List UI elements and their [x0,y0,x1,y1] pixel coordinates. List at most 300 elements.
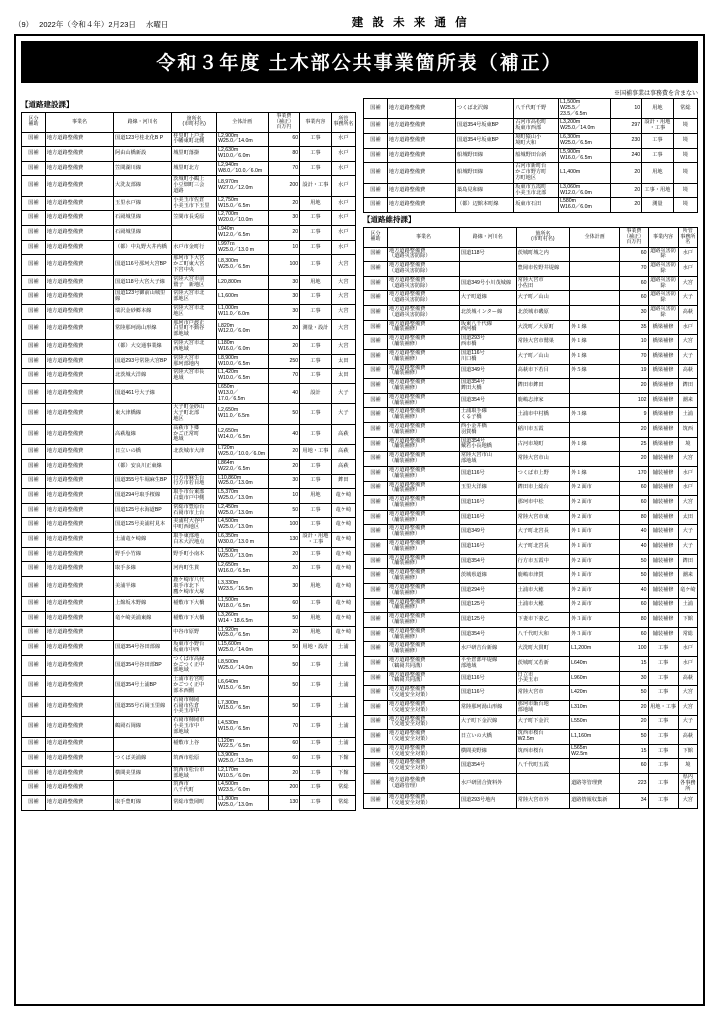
table-cell: 鉾田市上総台 [516,481,569,496]
table-cell: 国補 [364,569,388,584]
table-cell: 北茨城市大津 [172,445,217,460]
col-header-location: 箇所名 (市町村名) [516,228,569,248]
table-cell: L2,450m W25.0／13.0m [217,503,269,518]
table-cell: 鶴岡石岡線 [114,717,172,737]
table-cell: 国補 [364,364,388,379]
table-cell: L565m W2.5m [570,744,620,759]
table-row [22,717,356,737]
table-cell: 笠間市長兎原 [172,211,217,226]
table-cell: 国補 [22,290,46,305]
table-cell: 国補 [22,547,46,562]
table-cell: 国補 [22,445,46,460]
table-cell: 国補 [364,613,388,628]
table-cell: 地方道路整備費 [45,383,113,403]
table-cell: 国補 [364,583,388,598]
table-cell: 工事 [300,547,332,562]
table-cell: 30 [268,290,300,305]
col-header-total-plan: 全体計画 [217,113,269,133]
table-cell: 竜ケ崎 [331,489,355,504]
table-row [364,364,698,379]
table-cell: 20 [268,766,300,781]
table-cell: 筑西市 八千代町 [172,781,217,796]
table-cell: 40 [620,540,648,555]
table-row [22,547,356,562]
table-cell: 地方道路整備費 [45,796,113,811]
table-cell: 80 [268,147,300,162]
table-row [22,275,356,290]
table-cell [570,291,620,306]
table-row [22,459,356,474]
table-cell: 道路災害防除 [648,306,678,321]
table-cell: 地方道路整備費 [45,445,113,460]
table-cell: 常陸大宮市 小佐田 [516,276,569,291]
table-cell: L5,900m W16.0／6.5m [559,148,611,163]
table-row [22,319,356,339]
table-row [22,424,356,444]
table-cell: 国補 [364,496,388,511]
table-cell: 地方道路整備費 [45,255,113,275]
table-cell: 19 [620,364,648,379]
table-row [22,132,356,147]
table-cell: 外１線 [570,335,620,350]
table-cell: 国補 [22,354,46,369]
table-cell: 国補 [364,437,388,452]
table-row [364,183,698,198]
table-row [364,437,698,452]
table-cell: 県内 各事務所 [678,774,697,794]
table-cell: 茨城町小鶴上 小豆畑町三会 道路 [172,176,217,196]
table-cell: 10 [268,489,300,504]
table-cell: 地方道路整備費 [45,611,113,626]
table-cell: 工事 [300,424,332,444]
table-cell: 200 [268,176,300,196]
table-cell: L1,600m [217,290,269,305]
table-cell: 国道116号 [459,466,516,481]
table-cell: 茨城県道線 [459,569,516,584]
table-row [364,408,698,423]
table-cell: 60 [620,247,648,262]
table-cell: 河内町生貫 [172,562,217,577]
table-cell: 地方道路整備費 [45,161,113,176]
table-cell: 大子 [678,540,697,555]
col-header-amount: 事業費 （補正） 百万円 [268,113,300,133]
table-cell: 国補 [364,408,388,423]
table-row [22,369,356,384]
table-cell: 橋梁補修 [648,364,678,379]
table-cell: 工事 [300,597,332,612]
table-cell: 工事 [300,147,332,162]
col-header-contents: 事業内容 [648,228,678,248]
table-row [364,730,698,745]
table-cell: L15,600m W25.0／14.0m [217,641,269,656]
table-cell: 常陸大宮市北 西地域 [172,340,217,355]
table-row [22,354,356,369]
table-cell: 国補 [364,452,388,467]
table-cell: 50 [268,676,300,696]
table-cell: 水戸 [678,481,697,496]
table-cell: 国補 [364,134,388,149]
table-cell: 用地 [300,196,332,211]
table-cell: 国補 [22,781,46,796]
table-row [364,554,698,569]
table-cell: 地方道路整備費 （道路管理） [388,774,460,794]
table-cell: L640m [570,657,620,672]
table-cell: 国補 [22,737,46,752]
table-cell: 国補 [364,715,388,730]
table-cell: 国補 [364,627,388,642]
table-cell: 東大津橋線 [114,404,172,424]
table-cell: 工事 [648,730,678,745]
table-cell: 舗装補修 [648,627,678,642]
table-cell: 40 [268,383,300,403]
table-cell: 地方道路整備費 [45,132,113,147]
table-cell: 地方道路整備費 [45,641,113,656]
left-column [21,98,356,811]
table-row [364,335,698,350]
table-cell: 舗装補修 [648,554,678,569]
table-cell: 橋梁補修 [648,393,678,408]
table-cell: 地方道路整備費 （道路災害防除） [388,291,460,306]
table-cell: L580m W16.0／6.0m [559,198,611,213]
table-row [364,525,698,540]
table-cell: 橋梁補修 [648,335,678,350]
table-cell: 80 [620,510,648,525]
table-cell: 国補 [22,319,46,339]
table-cell: 223 [620,774,648,794]
table-cell: 工事 [300,404,332,424]
table-cell: 地方道路整備費 [45,503,113,518]
table-cell: 地方道路整備費 [387,198,455,213]
table-cell: 下館 [331,752,355,767]
table-cell: 水戸研吉台新線 [459,642,516,657]
table-cell: 用地・工事 [648,700,678,715]
table-cell: 竜ケ崎 [331,576,355,596]
table-cell: 20 [620,423,648,438]
right-column [363,98,698,811]
table-cell: 国補 [364,306,388,321]
table-cell: 鉾田 [678,554,697,569]
table-cell: L4,500m W25.0／13.0m [217,518,269,533]
two-column-layout [21,98,698,811]
table-row [364,569,698,584]
table-cell: 常陸大宮市北 地区 [172,305,217,320]
table-cell: 土浦 [678,408,697,423]
table-cell: 境 [673,183,697,198]
table-cell: 大子町下金沢 [516,715,569,730]
table-row [364,276,698,291]
table-cell: 常陸大宮市東 [516,510,569,525]
table-cell: 20 [268,340,300,355]
table-cell: 横間美野線 [459,744,516,759]
table-cell: 土浦 [331,676,355,696]
table-cell: 地方道路整備費 （道路災害防除） [388,247,460,262]
table-cell: 地方道路整備費 （舗装補修） [388,481,460,496]
table-cell: 地方道路整備費 [45,305,113,320]
table-cell: L3,900m W25.0／13.0m [217,752,269,767]
table-cell: 大宮 [678,276,697,291]
table-cell: 地方道路整備費 [45,196,113,211]
table-cell: 60 [620,276,648,291]
table-cell: 国補 [364,183,388,198]
table-cell: 地方道路整備費 [45,781,113,796]
table-cell: 設計・用地 ・工事 [642,119,674,134]
table-cell: 取手東部地 白木大沢地点 [172,533,217,548]
table-cell: 地方道路整備費 （交通安全対策） [388,759,460,774]
table-cell: （都）大交通事業線 [114,340,172,355]
table-cell: 地方道路整備費 （舗装補修） [388,525,460,540]
table-cell: 那珂市飯台地 部地域 [516,700,569,715]
table-cell: 国補 [364,700,388,715]
table-cell: 船城野田線 [456,163,514,183]
table-row [364,163,698,183]
table-cell: 国道354号 [459,393,516,408]
table-cell: 北茨城大洋線 [114,369,172,384]
table-row [22,383,356,403]
table-cell [570,262,620,277]
table-cell: 大子 [331,404,355,424]
table-cell: 国補 [22,459,46,474]
table-cell: 竜ケ崎 [331,503,355,518]
table-cell: 地方道路整備費 （舗装補修） [388,540,460,555]
table-cell: 国道123号御前山城里線 [114,290,172,305]
table-cell: 国補 [22,340,46,355]
table-row [364,99,698,119]
table-cell: 地方道路整備費 （舗装補修） [388,379,460,394]
table-row [22,474,356,489]
table-cell: 国補 [22,404,46,424]
table-row [364,627,698,642]
table-cell: 国道116号 [459,686,516,701]
table-cell: 地方道路整備費 [45,354,113,369]
col-header-kubun: 区分 補助 [22,113,46,133]
table-row [22,562,356,577]
table-cell: 日立いの橋 [114,445,172,460]
table-cell: 工事 [300,369,332,384]
table-cell: 国道355号石岡玉里線 [114,696,172,716]
table-cell [570,452,620,467]
table-cell: 国道116号 [459,496,516,511]
table-cell: 常陸大宮市前 鷲子 新地区 [172,275,217,290]
table-cell: 竜ケ崎 [331,626,355,641]
table-cell: 工事 [300,696,332,716]
table-cell: 地方道路整備費 [45,696,113,716]
table-cell: 橋梁補修 [648,408,678,423]
table-cell: 230 [610,134,642,149]
table-cell: 笠間湖川線 [114,161,172,176]
table-row [364,657,698,672]
table-cell: 34 [620,794,648,809]
table-cell: 高萩 [678,671,697,686]
table-cell: 稲敷市上谷 [172,737,217,752]
table-cell: 北茨城インター線 [459,306,516,321]
table-cell: 平至倉部年堤線 部地域 [459,657,516,672]
table-cell: 筑西 [678,423,697,438]
table-cell: 大宮 [678,794,697,809]
table-cell: 地方道路整備費 （舗装補修） [388,364,460,379]
table-cell: 境 [678,759,697,774]
table-row [364,715,698,730]
table-cell: 工事 [642,134,674,149]
table-cell: L960m [570,671,620,686]
table-cell: 八千代町千野 [514,99,559,119]
table-cell: 地方道路整備費 [45,340,113,355]
table-cell: 国補 [364,291,388,306]
table-cell: 道路災害防除 [648,247,678,262]
table-cell: 高萩 [678,730,697,745]
col-header-jigyo: 事業名 [388,228,460,248]
table-row [22,676,356,696]
table-cell: 工事 [300,211,332,226]
table-cell: L1,920m W25.0／6.5m [217,626,269,641]
table-cell: 地方道路整備費 [45,240,113,255]
table-cell: 地方道路整備費 [387,163,455,183]
table-cell: 工事 [648,794,678,809]
table-cell: 地方道路整備費 [45,562,113,577]
table-cell: 地方道路整備費 （交通安全対策） [388,715,460,730]
table-cell: 工事 [300,340,332,355]
table-cell: 常総 [331,796,355,811]
table-cell: 太田 [331,369,355,384]
table-cell: 大宮 [331,340,355,355]
table-cell: 工事 [300,290,332,305]
table-row [364,379,698,394]
table-cell: 外１面市 [570,525,620,540]
table-cell: 橋梁補修 [648,320,678,335]
table-cell: 舗装補修 [648,466,678,481]
table-cell: 大宮 [678,496,697,511]
table-cell: L8,300m W25.0／6.5m [217,255,269,275]
table-cell: 外１面市 [570,569,620,584]
table-cell: 250 [268,354,300,369]
table-cell: 筑西市桜台 [516,744,569,759]
table-cell: 50 [268,696,300,716]
table-cell: 国補 [22,562,46,577]
table-row [364,759,698,774]
table-cell [114,626,172,641]
table-row [22,626,356,641]
table-cell: 地方道路整備費 [45,474,113,489]
table-cell [570,276,620,291]
table-cell: L5,370m W25.0／13.0m [217,489,269,504]
table-cell: 130 [268,533,300,548]
col-header-jigyo: 事業名 [45,113,113,133]
table-cell: 工事 [300,240,332,255]
table-cell: 国道125号美浦村見本 [114,518,172,533]
table-row [364,291,698,306]
table-cell: 70 [620,262,648,277]
table-cell: 60 [268,752,300,767]
footnote: ※国補事業は事務費を含まない [613,91,698,97]
table-cell: 道路災害防除 [648,262,678,277]
table-cell: 境 [673,163,697,183]
table-cell: 舗装補修 [648,452,678,467]
table-cell: 大子 [678,715,697,730]
table-cell: 国補 [22,696,46,716]
table-cell: 用地・工事 [300,445,332,460]
table-cell: 豊岡市佐野井堤線 [516,262,569,277]
table-cell: 大子 [678,525,697,540]
table-cell: 国補 [22,626,46,641]
table-cell: 石岡城里線 [114,226,172,241]
table-cell: 地方道路整備費 （道路災害防除） [388,276,460,291]
table-cell: 工事 [300,752,332,767]
table-cell: L120m W22.5／6.5m [217,737,269,752]
table-cell: 地方道路整備費 （鶴岡共同溝） [388,671,460,686]
table-cell: 国道116号 [459,540,516,555]
table-cell [570,306,620,321]
col-header-contents: 事業内容 [300,113,332,133]
table-cell: 行方市麻生台 行方市若目地 [172,474,217,489]
table-cell: 国補 [22,240,46,255]
table-row [364,774,698,794]
table-row [364,198,698,213]
table-row [364,423,698,438]
table-cell: 60 [620,627,648,642]
table-cell: 国補 [22,597,46,612]
table-cell: 野手町小南木 [172,547,217,562]
table-cell: 高萩塩線 [114,424,172,444]
table-cell: 地方道路整備費 （道路災害防除） [388,262,460,277]
table-cell: 取手豊町線 [114,796,172,811]
table-cell: 地方道路整備費 [45,319,113,339]
table-cell: 工事 [300,796,332,811]
table-cell: 国道116号那珂大宮BP [114,255,172,275]
table-cell: 50 [268,655,300,675]
table-cell: 国補 [364,423,388,438]
table-cell: L2,630m W10.0／6.0m [217,147,269,162]
table-cell: 用地 [300,275,332,290]
table-cell: 美浦半線 [114,576,172,596]
table-cell: 外３面市 [570,613,620,628]
table-cell: 下妻市下妻乙 [516,613,569,628]
paper-title: 建 設 未 来 通 信 [351,17,470,29]
table-cell: 国補 [22,383,46,403]
masthead [14,12,705,30]
table-cell: 国道349号小川茂城線 [459,276,516,291]
table-cell: 国補 [22,369,46,384]
table-cell: 国補 [22,641,46,656]
table-row [22,576,356,596]
table-cell: L1,800m W25.0／13.0m [217,796,269,811]
table-cell: 工事 [300,305,332,320]
table-cell: 30 [268,474,300,489]
table-cell: 50 [620,569,648,584]
table-cell: 国補 [22,533,46,548]
table-cell: 国補 [364,119,388,134]
table-row [22,503,356,518]
table-row [364,262,698,277]
table-row [364,452,698,467]
table-cell: 石岡市柿岡市 小美玉市中 部地域 [172,717,217,737]
table-cell: 城里町落掛 [172,147,217,162]
table-cell: 鉾田 [331,474,355,489]
table-cell: つくば美浦線 [114,752,172,767]
table-cell: 境 [673,148,697,163]
table-cell: L4,530m W15.0／6.5m [217,717,269,737]
table-cell: 地方道路整備費 [45,489,113,504]
table-cell: 地方道路整備費 [387,183,455,198]
table-cell: 八千代町大和 [516,627,569,642]
table-row [22,340,356,355]
table-cell: 工事 [300,132,332,147]
table-cell: 大子町／山山 [516,349,569,364]
table-row [364,794,698,809]
table-cell: 舗装補修 [648,481,678,496]
table-cell: 橋梁補修 [648,379,678,394]
table-cell: L420m [570,686,620,701]
table-cell: 外２面市 [570,554,620,569]
table-cell: 常総市豊岡町 [172,796,217,811]
